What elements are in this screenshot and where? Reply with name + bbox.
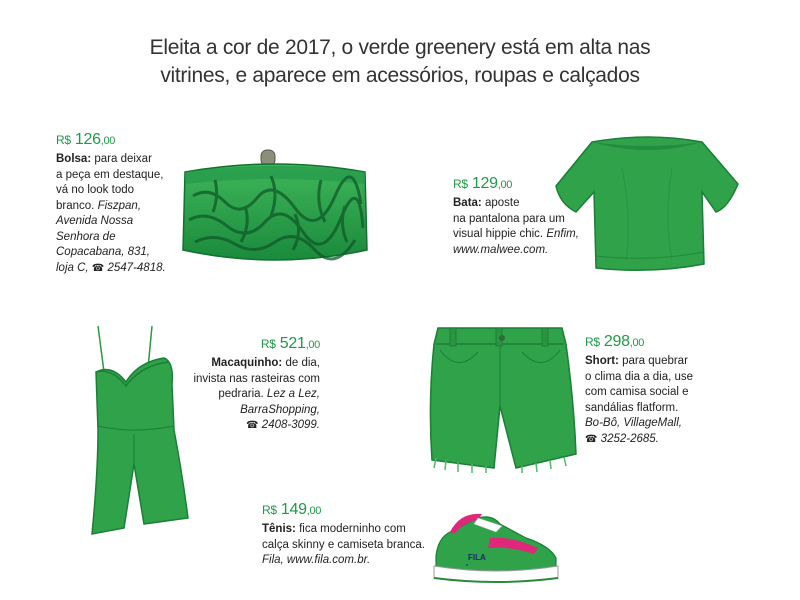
green-jumpsuit-image — [78, 322, 190, 552]
item-macaquinho: R$ 521,00 Macaquinho: de dia, invista nas rasteiras com pedraria. Lez a Lez, BarraShopping, ☎ 2408-3099. — [180, 334, 320, 434]
label-tenis: Tênis: — [262, 523, 296, 535]
price-macaquinho: R$ 521,00 — [260, 335, 320, 352]
item-bata: R$ 129,00 Bata: aposte na pantalona para um visual hippie chic. Enfim, www.malwee.com. — [453, 174, 603, 258]
label-bata: Bata: — [453, 197, 482, 209]
green-clutch-image — [175, 146, 375, 278]
label-short: Short: — [585, 355, 619, 367]
price-bata: R$ 129,00 — [453, 175, 513, 192]
item-tenis: R$ 149,00 Tênis: fica moderninho com calça skinny e camiseta branca. Fila, www.fila.com.br. — [262, 500, 437, 569]
green-shorts-image — [418, 322, 580, 474]
label-bolsa: Bolsa: — [56, 153, 92, 165]
green-blouse-image — [552, 128, 742, 280]
phone-icon: ☎ — [91, 262, 105, 274]
headline-line-1: Eleita a cor de 2017, o verde greenery está em alta nas — [149, 36, 651, 59]
item-short: R$ 298,00 Short: para quebrar o clima dia a dia, use com camisa social e sandálias flatform. Bo-Bô, VillageMall, ☎ 3252-2685. — [585, 332, 725, 447]
green-sneaker-image — [430, 508, 560, 586]
headline — [60, 34, 740, 90]
item-bolsa: R$ 126,00 Bolsa: para deixar a peça em destaque, vá no look todo branco. Fiszpan, Avenida Nossa Senhora de Copacabana, 831, loja C, ☎ 2547-4818. — [56, 130, 176, 276]
price-bolsa: R$ 126,00 — [56, 131, 116, 148]
phone-icon: ☎ — [246, 420, 259, 431]
phone-icon: ☎ — [585, 433, 598, 445]
headline-line-2: vitrines, e aparece em acessórios, roupas e calçados — [160, 64, 640, 87]
price-tenis: R$ 149,00 — [262, 501, 322, 518]
price-short: R$ 298,00 — [585, 333, 645, 350]
label-macaquinho: Macaquinho: — [211, 357, 283, 369]
fila-logo: FILA — [468, 553, 486, 562]
